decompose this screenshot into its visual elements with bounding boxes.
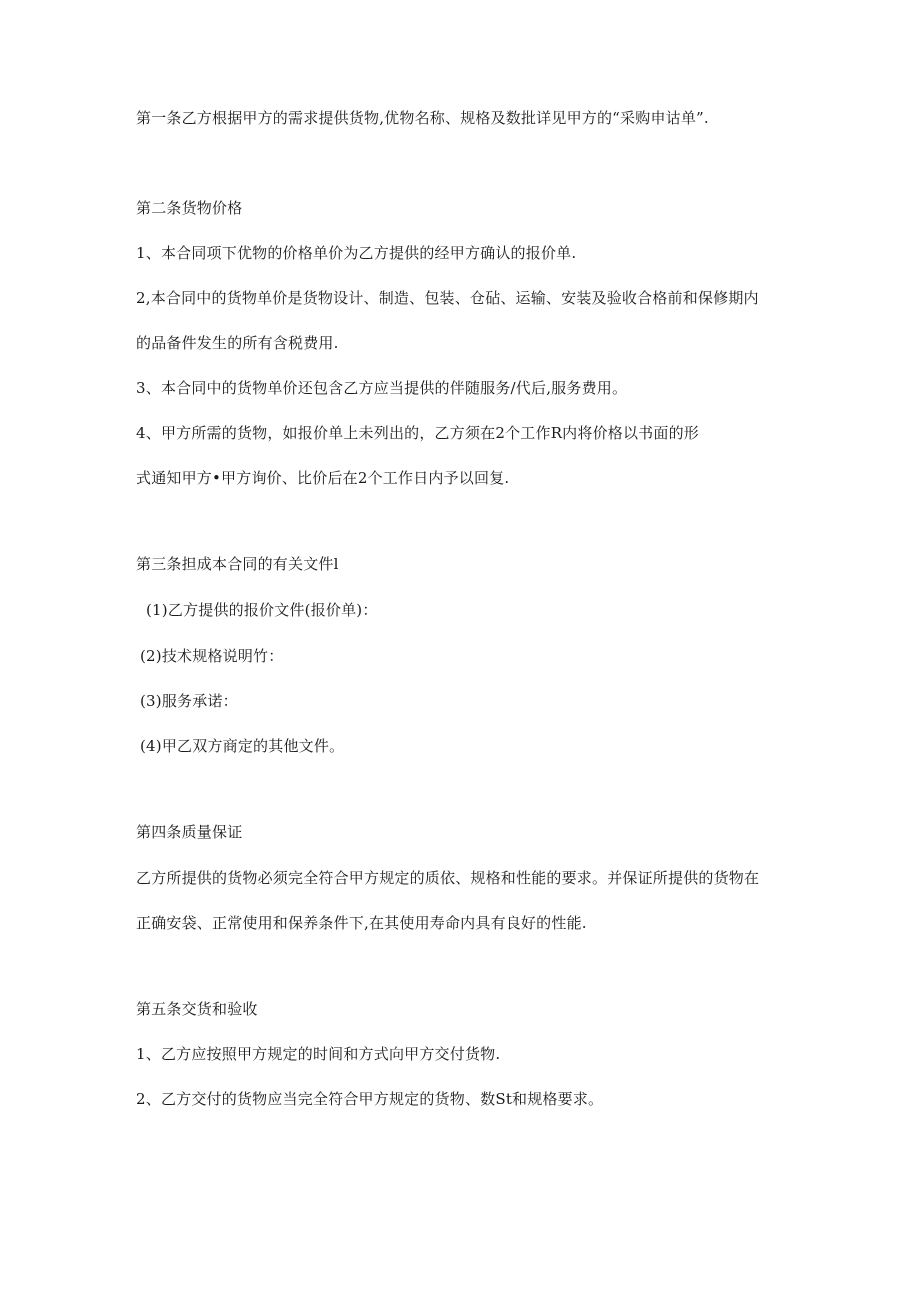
article-2-heading: 第二条货物价格 <box>136 199 243 217</box>
article-1-text: 第一条乙方根据甲方的需求提供货物,优物名称、规格及数批详见甲方的“采购申诂单”. <box>136 109 709 127</box>
article-2-item-2-line-1: 2,本合同中的货物单价是货物设计、制造、包装、仓砧、运输、安装及验收合格前和保修期内 <box>136 289 759 307</box>
article-3-item-3: (3)服务承诺： <box>140 692 238 710</box>
article-3-item-4: (4)甲乙双方商定的其他文件。 <box>140 737 345 755</box>
article-4-line-2: 正确安袋、正常使用和保养条件下,在其使用寿命内具有良好的性能. <box>136 914 587 932</box>
article-4-heading: 第四条质量保证 <box>136 823 243 841</box>
article-2-item-1: 1、本合同项下优物的价格单价为乙方提供的经甲方确认的报价单. <box>136 244 577 262</box>
article-2-item-4-line-2: 式通知甲方•甲方询价、比价后在2个工作日内予以回复. <box>136 469 510 487</box>
article-3-item-2: (2)技术规格说明竹： <box>140 647 284 665</box>
article-3-heading: 第三条担成本合同的有关文件l <box>136 555 339 573</box>
article-4-line-1: 乙方所提供的货物必须完全符合甲方规定的质依、规格和性能的要求。并保证所提供的货物在 <box>136 869 760 887</box>
article-3-item-1: (1)乙方提供的报价文件(报价单)： <box>146 601 378 619</box>
article-5-heading: 第五条交货和验收 <box>136 1000 258 1018</box>
article-5-item-1: 1、乙方应按照甲方规定的时间和方式向甲方交付货物. <box>136 1045 501 1063</box>
article-2-item-4-line-1: 4、甲方所需的货物，如报价单上未列出的，乙方须在2个工作R内将价格以书面的形 <box>136 424 699 442</box>
article-2-item-2-line-2: 的品备件发生的所有含税费用. <box>136 334 339 352</box>
article-5-item-2: 2、乙方交付的货物应当完全符合甲方规定的货物、数St和规格要求。 <box>136 1090 604 1108</box>
article-2-item-3: 3、本合同中的货物单价还包含乙方应当提供的伴随服务/代后,服务费用。 <box>136 379 628 397</box>
